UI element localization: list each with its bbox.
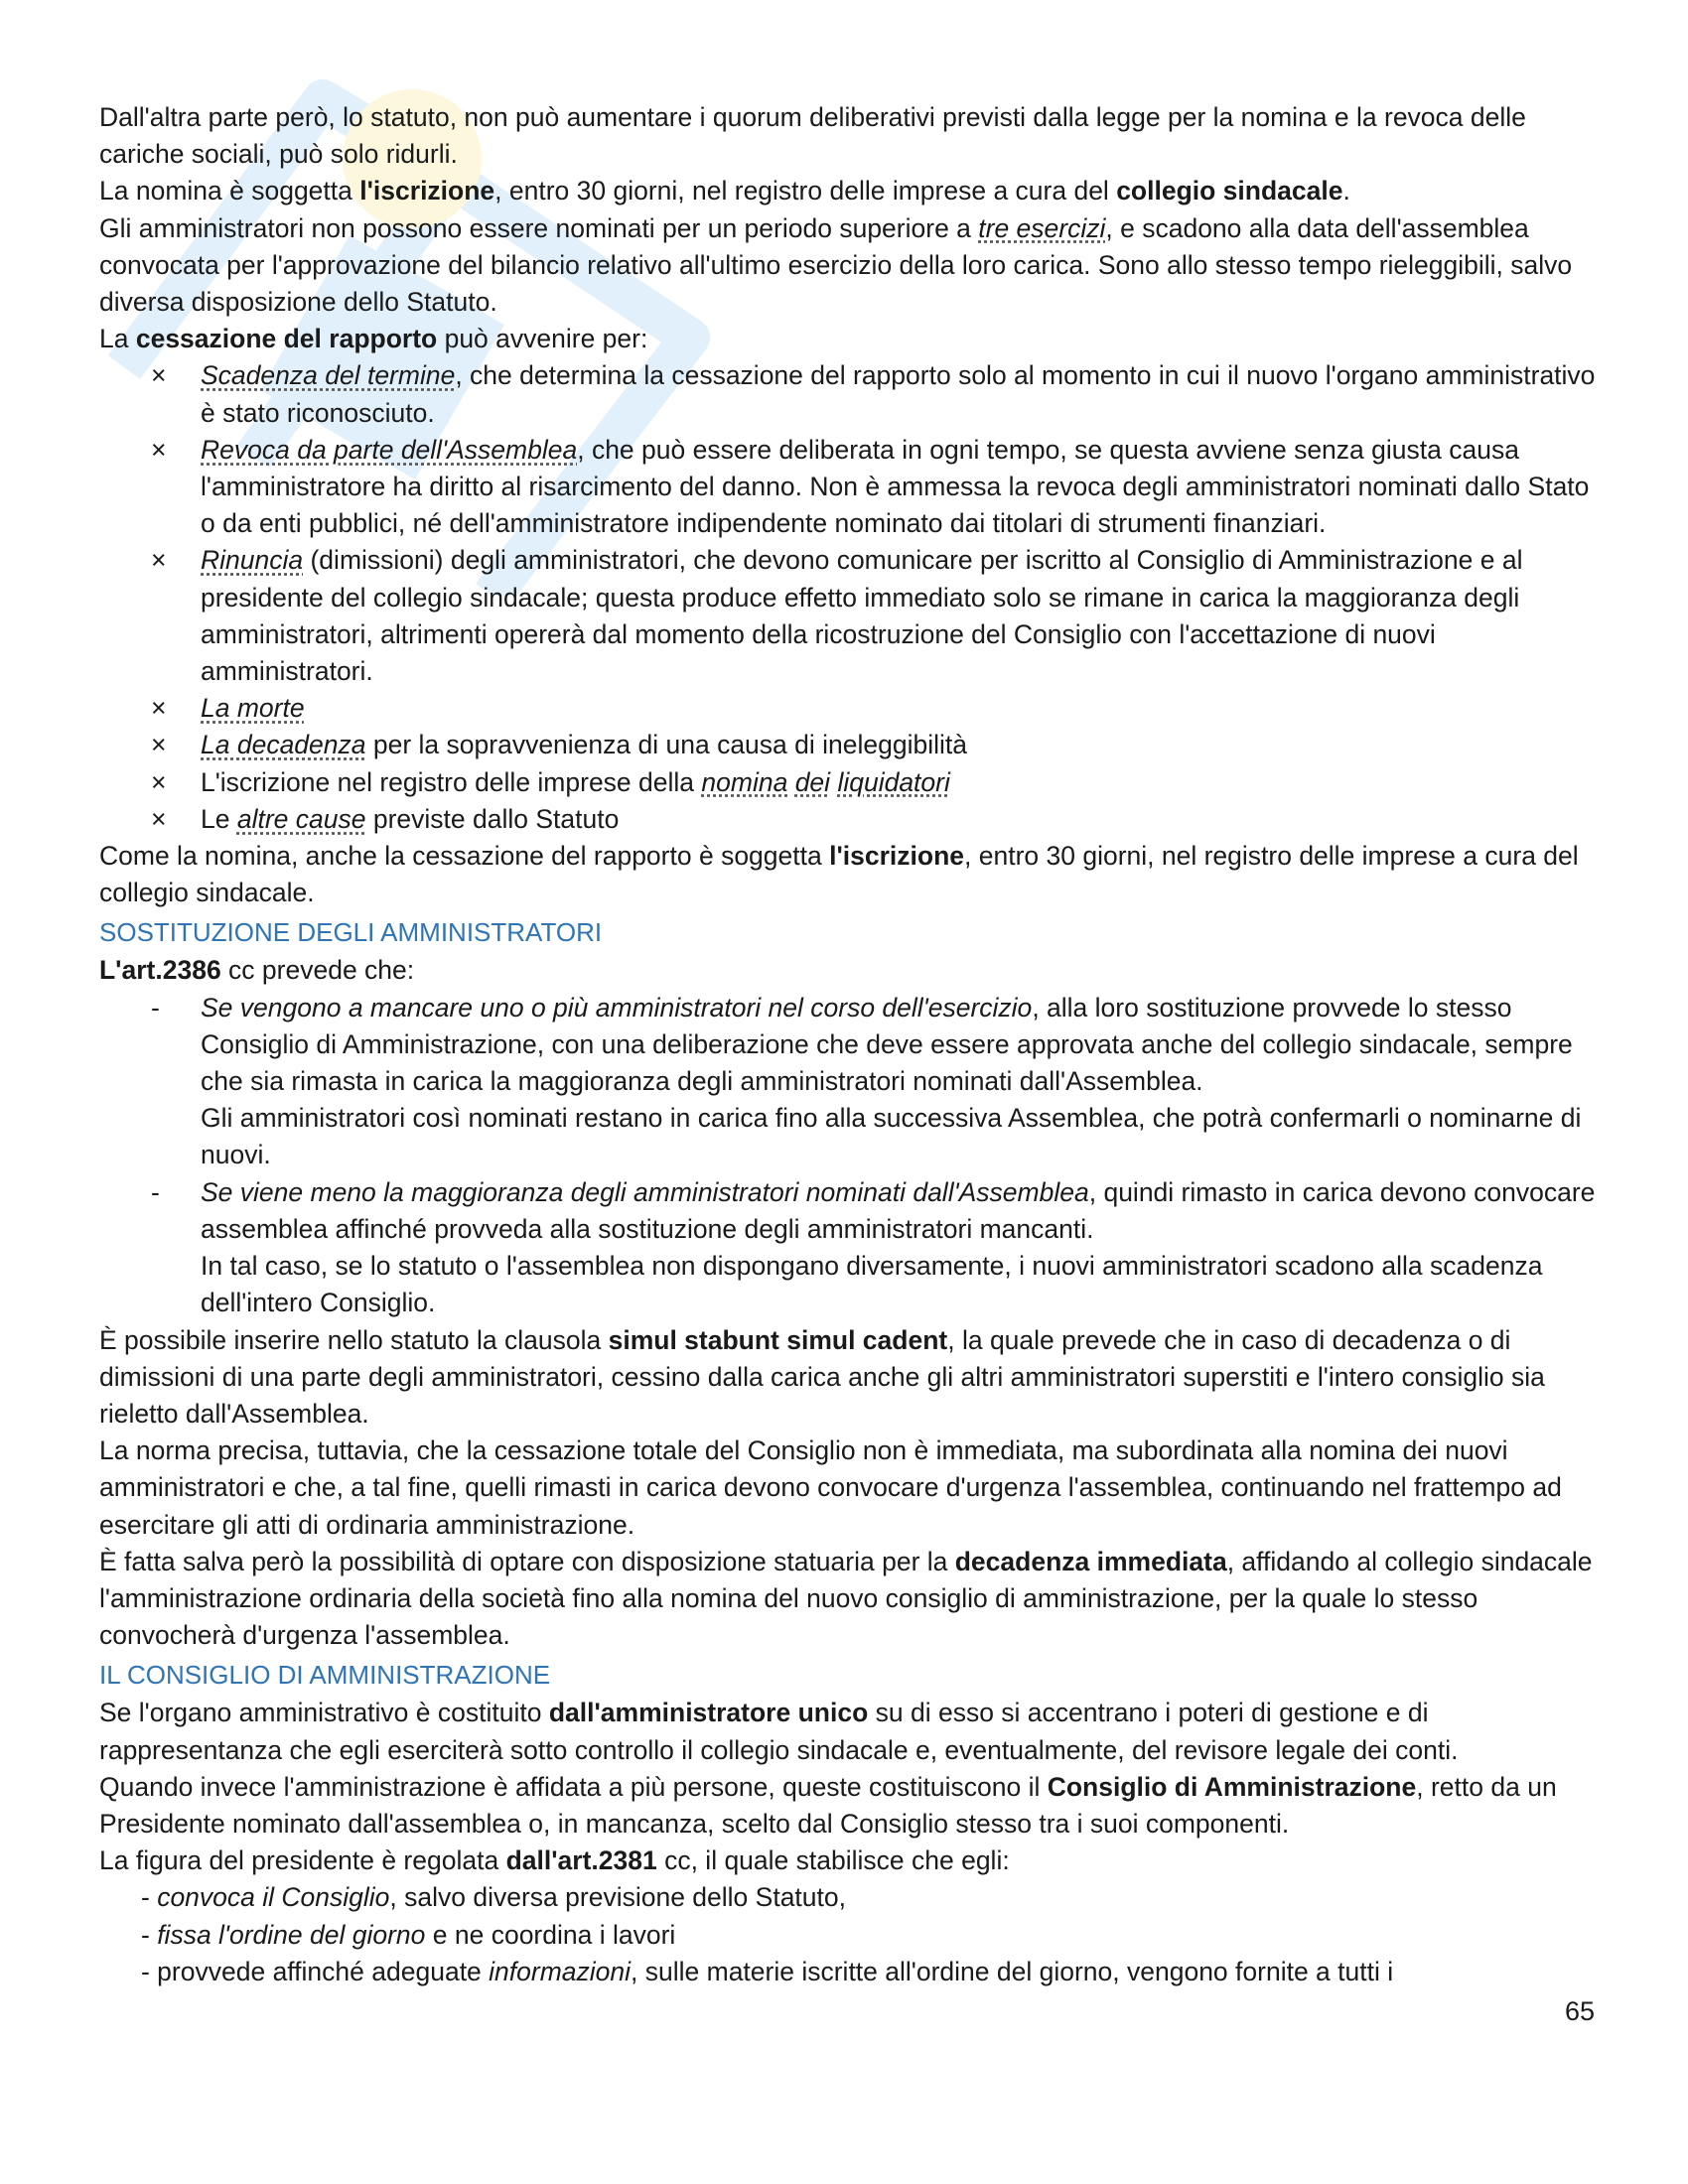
substitution-list [99,990,1604,1322]
bullet-marker: × [151,434,167,465]
paragraph: È possibile inserire nello statuto la clausola simul stabunt simul cadent, la quale prevede che in caso di decadenza o di dimissioni di una parte degli amministratori, cessino dalla carica anche gli altri amministratori superstiti e l'intero consiglio sia rieletto dall'Assemblea. [99,1324,1545,1429]
cessation-list [99,357,1604,838]
dash-marker: - [151,1176,160,1207]
bullet-marker: × [151,545,167,576]
paragraph: La cessazione del rapporto può avvenire per: [99,324,648,354]
list-item: × La decadenza per la sopravvenienza di una causa di ineleggibilità [99,727,1604,763]
paragraph: L'art.2386 cc prevede che: [99,955,415,986]
list-item: - provvede affinché adeguate informazioni, sulle materie iscritte all'ordine del giorno, vengono fornite a tutti i [141,1956,1394,1986]
list-item: × Le altre cause previste dallo Statuto [99,801,1604,838]
list-item: - fissa l'ordine del giorno e ne coordina i lavori [141,1919,676,1950]
bullet-marker: × [151,693,167,724]
list-item: × La morte [99,690,1604,727]
paragraph: Quando invece l'amministrazione è affidata a più persone, queste costituiscono il Consiglio di Amministrazione, retto da un Presidente nominato dall'assemblea o, in mancanza, scelto dal Consiglio stesso tra i suoi componenti. [99,1771,1557,1839]
paragraph: La norma precisa, tuttavia, che la cessazione totale del Consiglio non è immediata, ma subordinata alla nomina dei nuovi amministratori e che, a tal fine, quelli rimasti in carica devono convocare d'urgenza l'assemblea, continuando nel frattempo ad esercitare gli atti di ordinaria amministrazione. [99,1435,1562,1540]
section-heading-sostituzione: SOSTITUZIONE DEGLI AMMINISTRATORI [99,917,603,948]
bullet-marker: × [151,360,167,391]
paragraph: La nomina è soggetta l'iscrizione, entro 30 giorni, nel registro delle imprese a cura del collegio sindacale. [99,176,1350,206]
paragraph: La figura del presidente è regolata dall'art.2381 cc, il quale stabilisce che egli: [99,1845,1010,1876]
page-number: 65 [1565,1996,1596,2026]
page-content [99,99,1604,1990]
paragraph: Se l'organo amministrativo è costituito dall'amministratore unico su di esso si accentrano i poteri di gestione e di rappresentanza che egli eserciterà sotto controllo il collegio sindacale e, eventualmente, del revisore legale dei conti. [99,1698,1459,1765]
list-item: - Se vengono a mancare uno o più amministratori nel corso dell'esercizio, alla loro sostituzione provvede lo stesso Consiglio di Amministrazione, con una deliberazione che deve essere approvata anche del collegio sindacale, sempre che sia rimasta in carica la maggioranza degli amministratori nominati dall'Assemblea. Gli amministratori così nominati restano in carica fino alla successiva Assemblea, che potrà confermarli o nominarne di nuovi. [99,990,1604,1174]
list-item: - Se viene meno la maggioranza degli amministratori nominati dall'Assemblea, quindi rimasto in carica devono convocare assemblea affinché provveda alla sostituzione degli amministratori mancanti. In tal caso, se lo statuto o l'assemblea non dispongano diversamente, i nuovi amministratori scadono alla scadenza dell'intero Consiglio. [99,1174,1604,1322]
list-item: × Revoca da parte dell'Assemblea, che può essere deliberata in ogni tempo, se questa avviene senza giusta causa l'amministratore ha diritto al risarcimento del danno. Non è ammessa la revoca degli amministratori nominati dallo Stato o da enti pubblici, né dell'amministratore indipendente nominato dai titolari di strumenti finanziari. [99,432,1604,543]
president-duties-list [99,1879,1604,1990]
bullet-marker: × [151,803,167,834]
section-heading-consiglio: IL CONSIGLIO DI AMMINISTRAZIONE [99,1660,551,1691]
list-item: - convoca il Consiglio, salvo diversa previsione dello Statuto, [141,1882,846,1913]
paragraph: Come la nomina, anche la cessazione del rapporto è soggetta l'iscrizione, entro 30 giorni, nel registro delle imprese a cura del collegio sindacale. [99,841,1579,908]
paragraph: Gli amministratori non possono essere nominati per un periodo superiore a tre esercizi, e scadono alla data dell'assemblea convocata per l'approvazione del bilancio relativo all'ultimo esercizio della loro carica. Sono allo stesso tempo rieleggibili, salvo diversa disposizione dello Statuto. [99,212,1573,318]
bullet-marker: × [151,766,167,797]
paragraph: Dall'altra parte però, lo statuto, non può aumentare i quorum deliberativi previsti dalla legge per la nomina e la revoca delle cariche sociali, può solo ridurli. [99,102,1526,170]
list-item: × Scadenza del termine, che determina la cessazione del rapporto solo al momento in cui il nuovo l'organo amministrativo è stato riconosciuto. [99,357,1604,431]
list-item: × L'iscrizione nel registro delle imprese della nomina dei liquidatori [99,764,1604,801]
dash-marker: - [151,992,160,1023]
bullet-marker: × [151,730,167,760]
list-item: × Rinuncia (dimissioni) degli amministratori, che devono comunicare per iscritto al Consiglio di Amministrazione e al presidente del collegio sindacale; questa produce effetto immediato solo se rimane in carica la maggioranza degli amministratori, altrimenti opererà dal momento della ricostruzione del Consiglio con l'accettazione di nuovi amministratori. [99,542,1604,690]
paragraph: È fatta salva però la possibilità di optare con disposizione statuaria per la decadenza immediata, affidando al collegio sindacale l'amministrazione ordinaria della società fino alla nomina del nuovo consiglio di amministrazione, per la quale lo stesso convocherà d'urgenza l'assemblea. [99,1546,1593,1651]
